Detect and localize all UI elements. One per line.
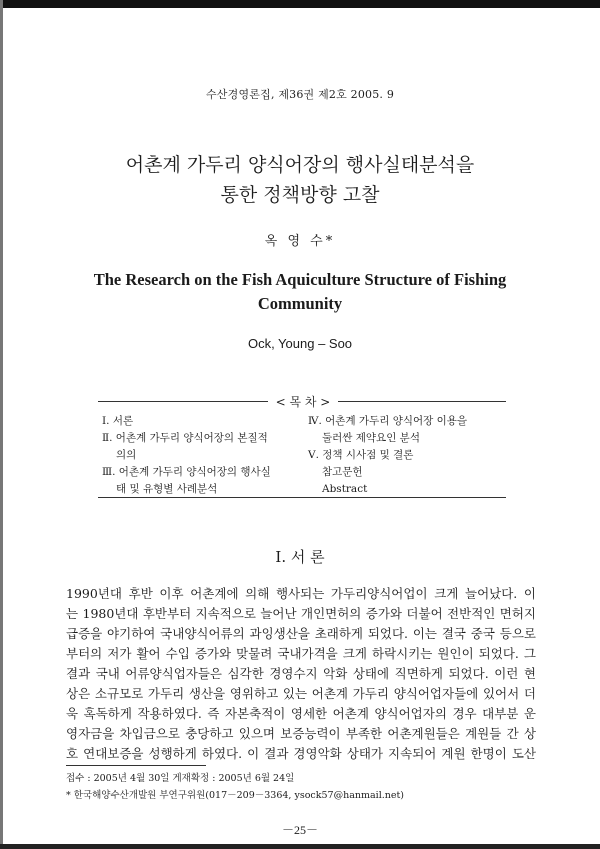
title-korean <box>0 150 600 210</box>
toc-rule-right <box>338 401 506 402</box>
toc-item: 태 및 유형별 사례분석 <box>116 483 218 495</box>
scan-edge-bottom <box>0 844 600 849</box>
body-line: 부터의 저가 활어 수입 증가와 맞물려 국내가격을 크게 하락시키는 원인이 되었다. 그 <box>66 646 536 661</box>
footnote-affiliation: * 한국해양수산개발원 부연구위원(017－209－3364, ysock57@hanmail.net) <box>66 790 405 801</box>
toc-item: Ⅲ. 어촌계 가두리 양식어장의 행사실 <box>102 466 271 478</box>
body-line: 상은 소규모로 가두리 생산을 영위하고 있는 어촌계 가두리 양식어업자들에 있어서 더 <box>66 686 536 701</box>
scan-edge-left <box>0 0 3 849</box>
title-english <box>0 268 600 316</box>
scan-edge-top <box>0 0 600 8</box>
toc-item: Ⅴ. 정책 시사점 및 결론 <box>308 449 414 461</box>
body-line: 호 연대보증을 성행하게 하였다. 이 결과 경영악화 상태가 지속되어 계원 한명이 도산 <box>66 746 536 761</box>
toc-item: Ⅱ. 어촌계 가두리 양식어장의 본질적 <box>102 432 268 444</box>
toc-rule-bottom <box>98 497 506 498</box>
body-line: 영자금을 차입금으로 충당하고 있으며 보증능력이 부족한 어촌계원들은 계원들 간 상 <box>66 726 536 741</box>
title-english-line-2: Community <box>257 294 343 313</box>
footnote-received: 접수 : 2005년 4월 30일 게재확정 : 2005년 6월 24일 <box>66 773 295 784</box>
title-korean-line-1: 어촌계 가두리 양식어장의 행사실태분석을 <box>125 154 475 176</box>
body-line: 는 1980년대 후반부터 지속적으로 늘어난 개인면허의 증가와 더불어 전반적인 면허지 <box>66 606 536 621</box>
author-english: Ock, Young – Soo <box>247 336 353 351</box>
table-of-contents <box>98 393 506 501</box>
toc-item: Ⅰ. 서론 <box>102 415 134 427</box>
body-paragraph <box>66 584 536 764</box>
body-line: 1990년대 후반 이후 어촌계에 의해 행사되는 가두리양식어업이 크게 늘어났다. 이 <box>66 586 536 601</box>
toc-right-column <box>308 413 508 498</box>
title-english-line-1: The Research on the Fish Aquiculture Structure of Fishing <box>93 270 507 289</box>
toc-item: 참고문헌 <box>322 466 363 478</box>
author-korean: 옥 영 수* <box>264 234 336 249</box>
body-line: 급증을 야기하여 국내양식어류의 과잉생산을 초래하게 되었다. 이는 결국 중국 등으로 <box>66 626 536 641</box>
toc-item: Ⅳ. 어촌계 가두리 양식어장 이용을 <box>308 415 468 427</box>
toc-rule-left <box>98 401 268 402</box>
page-number: －25－ <box>281 823 318 837</box>
section-heading: Ⅰ. 서 론 <box>275 548 325 566</box>
body-line: 욱 혹독하게 작용하였다. 즉 자본축적이 영세한 어촌계 양식어업자의 경우 대부분 운 <box>66 706 536 721</box>
journal-info: 수산경영론집, 제36권 제2호 2005. 9 <box>205 88 395 101</box>
footnote-rule <box>66 765 206 766</box>
toc-item: Abstract <box>322 483 368 495</box>
title-korean-line-2: 통한 정책방향 고찰 <box>220 184 380 206</box>
toc-left-column <box>102 413 302 498</box>
toc-item: 둘러싼 제약요인 분석 <box>322 432 420 444</box>
toc-item: 의의 <box>116 449 137 461</box>
toc-heading: < 목 차 > <box>275 395 331 409</box>
body-line: 결과 국내 어류양식업자들은 심각한 경영수지 악화 상태에 직면하게 되었다. 이런 현 <box>66 666 536 681</box>
